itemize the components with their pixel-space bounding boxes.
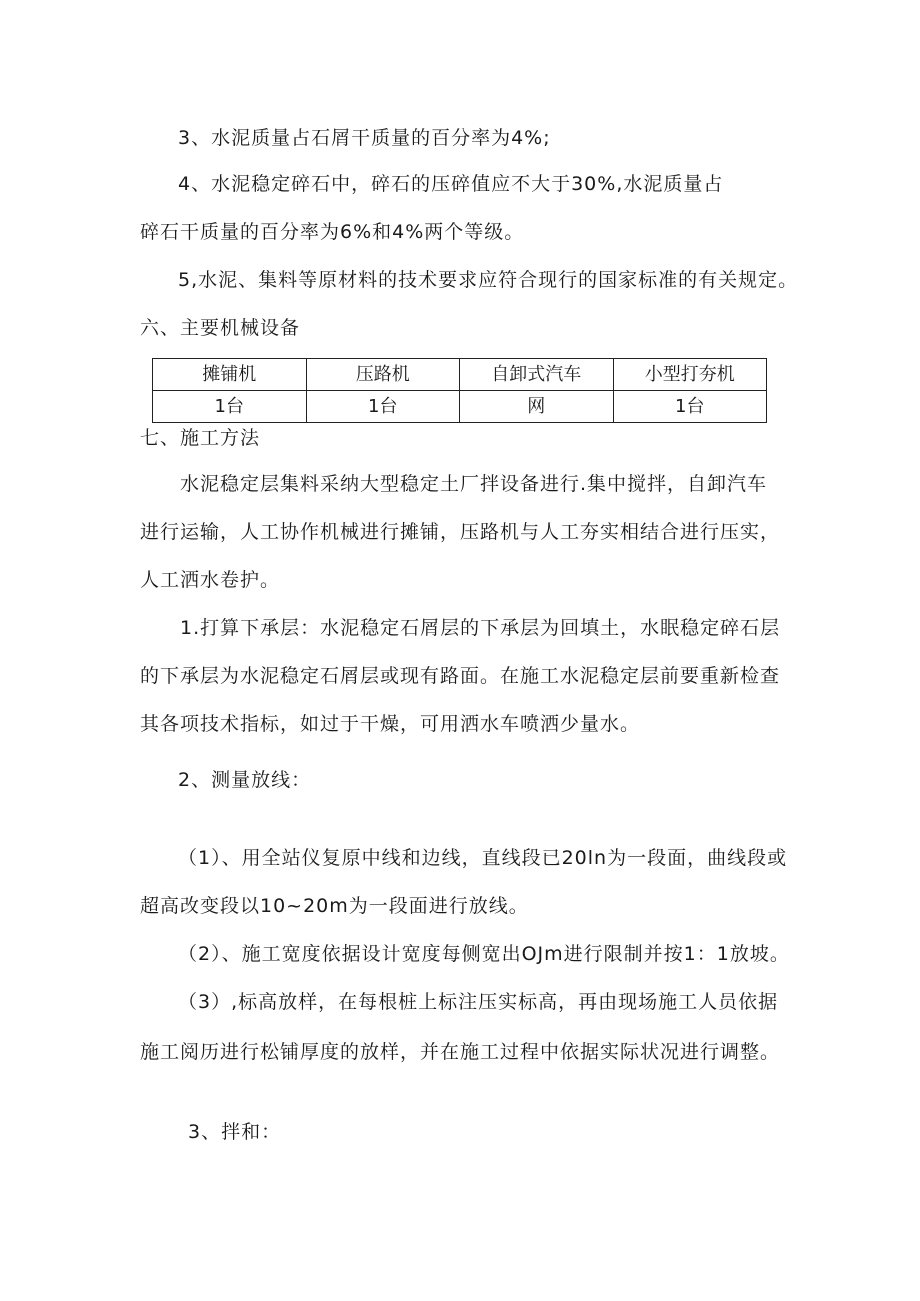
section-6-heading: 六、主要机械设备 (140, 317, 301, 339)
intro-line-2: 进行运输，人工协作机械进行摊铺，压路机与人工夯实相结合进行压实， (140, 521, 781, 543)
step-2-1-line-1: （1）、用全站仪复原中线和边线，直线段已20ln为一段面，曲线段或 (178, 847, 788, 869)
table-row (153, 391, 767, 423)
table-cell: 1台 (306, 391, 460, 423)
step-2-3-line-1: （3）,标高放样，在每根桩上标注压实标高，再由现场施工人员依据 (178, 991, 779, 1013)
table-header-row (153, 359, 767, 391)
item-5-standards: 5,水泥、集料等原材料的技术要求应符合现行的国家标准的有关规定。 (178, 269, 799, 291)
table-cell: 1台 (613, 391, 767, 423)
table-header-cell: 自卸式汽车 (460, 359, 614, 391)
step-1-line-1: 1.打算下承层：水泥稳定石屑层的下承层为回填土，水眠稳定碎石层 (180, 617, 781, 639)
table-header-cell: 小型打夯机 (613, 359, 767, 391)
item-4-line-2: 碎石干质量的百分率为6%和4%两个等级。 (140, 221, 525, 243)
step-3-heading: 3、拌和： (188, 1121, 282, 1143)
table-cell: 1台 (153, 391, 307, 423)
step-2-heading: 2、测量放线： (178, 769, 312, 791)
step-2-2: （2）、施工宽度依据设计宽度每侧宽出OJm进行限制并按1：1放坡。 (178, 943, 790, 965)
step-2-1-line-2: 超高改变段以10~20m为一段面进行放线。 (140, 895, 529, 917)
item-4-line-1: 4、水泥稳定碎石中，碎石的压碎值应不大于30%,水泥质量占 (178, 173, 724, 195)
item-3-cement-ratio: 3、水泥质量占石屑干质量的百分率为4%; (178, 127, 551, 149)
table-header-cell: 压路机 (306, 359, 460, 391)
intro-line-1: 水泥稳定层集料采纳大型稳定土厂拌设备进行.集中搅拌，自卸汽车 (180, 473, 768, 495)
step-2-3-line-2: 施工阅历进行松铺厚度的放样，并在施工过程中依据实际状况进行调整。 (140, 1041, 781, 1063)
step-1-line-2: 的下承层为水泥稳定石屑层或现有路面。在施工水泥稳定层前要重新检查 (140, 665, 781, 687)
intro-line-3: 人工洒水卷护。 (140, 569, 281, 591)
section-7-heading: 七、施工方法 (140, 427, 261, 449)
table-header-cell: 摊铺机 (153, 359, 307, 391)
step-1-line-3: 其各项技术指标，如过于干燥，可用洒水车喷洒少量水。 (140, 713, 641, 735)
equipment-table (152, 358, 767, 423)
table-cell: 网 (460, 391, 614, 423)
